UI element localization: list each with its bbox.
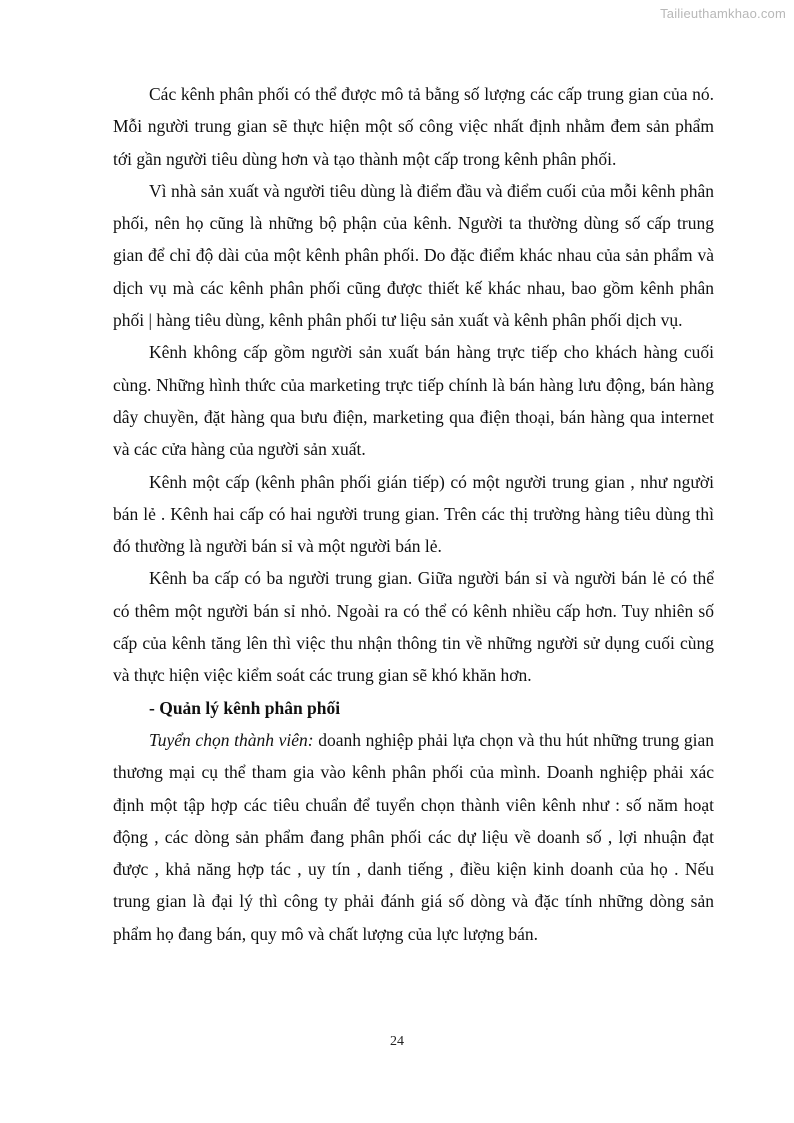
member-selection-lead: Tuyển chọn thành viên: [149, 729, 314, 750]
paragraph-three-level-channel: Kênh ba cấp có ba người trung gian. Giữa người bán sỉ và người bán lẻ có thể có thêm một người bán sỉ nhỏ. Ngoài ra có thể có kênh nhiều cấp hơn. Tuy nhiên số cấp của kênh tăng lên thì việc thu nhận thông tin về những người sử dụng cuối cùng và thực hiện việc kiểm soát các trung gian sẽ khó khăn hơn. [113, 568, 714, 686]
page-number: 24 [390, 1034, 404, 1049]
paragraph-producer-consumer: Vì nhà sản xuất và người tiêu dùng là điểm đầu và điểm cuối của mỗi kênh phân phối, nên họ cũng là những bộ phận của kênh. Người ta thường dùng số cấp trung gian để chỉ độ dài của một kênh phân phối. Do đặc điểm khác nhau của sản phẩm và dịch vụ mà các kênh phân phối cũng được thiết kế khác nhau, bao gồm kênh phân phối | hàng tiêu dùng, kênh phân phối tư liệu sản xuất và kênh phân phối dịch vụ. [113, 180, 714, 331]
paragraph-zero-level-channel: Kênh không cấp gồm người sản xuất bán hàng trực tiếp cho khách hàng cuối cùng. Những hình thức của marketing trực tiếp chính là bán hàng lưu động, bán hàng dây chuyền, đặt hàng qua bưu điện, marketing qua điện thoại, bán hàng qua internet và các cửa hàng của người sản xuất. [113, 342, 714, 460]
section-heading: - Quản lý kênh phân phối [149, 697, 341, 718]
watermark-text: Tailieuthamkhao.com [660, 6, 786, 21]
paragraph-one-two-level-channel: Kênh một cấp (kênh phân phối gián tiếp) có một người trung gian , như người bán lẻ . Kênh hai cấp có hai người trung gian. Trên các thị trường hàng tiêu dùng thì đó thường là người bán sỉ và một người bán lẻ. [113, 471, 714, 557]
paragraph-channel-levels: Các kênh phân phối có thể được mô tả bằng số lượng các cấp trung gian của nó. Mỗi người trung gian sẽ thực hiện một số công việc nhất định nhằm đem sản phẩm tới gần người tiêu dùng hơn và tạo thành một cấp trong kênh phân phối. [113, 84, 714, 169]
page-body [113, 78, 714, 950]
member-selection-text: doanh nghiệp phải lựa chọn và thu hút những trung gian thương mại cụ thể tham gia vào kênh phân phối của mình. Doanh nghiệp phải xác định một tập hợp các tiêu chuẩn để tuyển chọn thành viên kênh như : số năm hoạt động , các dòng sản phẩm đang phân phối các dự liệu về doanh số , lợi nhuận đạt được , khả năng hợp tác , uy tín , danh tiếng , điều kiện kinh doanh của họ . Nếu trung gian là đại lý thì công ty phải đánh giá số dòng và đặc tính những dòng sản phẩm họ đang bán, quy mô và chất lượng của lực lượng bán. [113, 729, 715, 944]
paragraph-member-selection [113, 724, 714, 950]
